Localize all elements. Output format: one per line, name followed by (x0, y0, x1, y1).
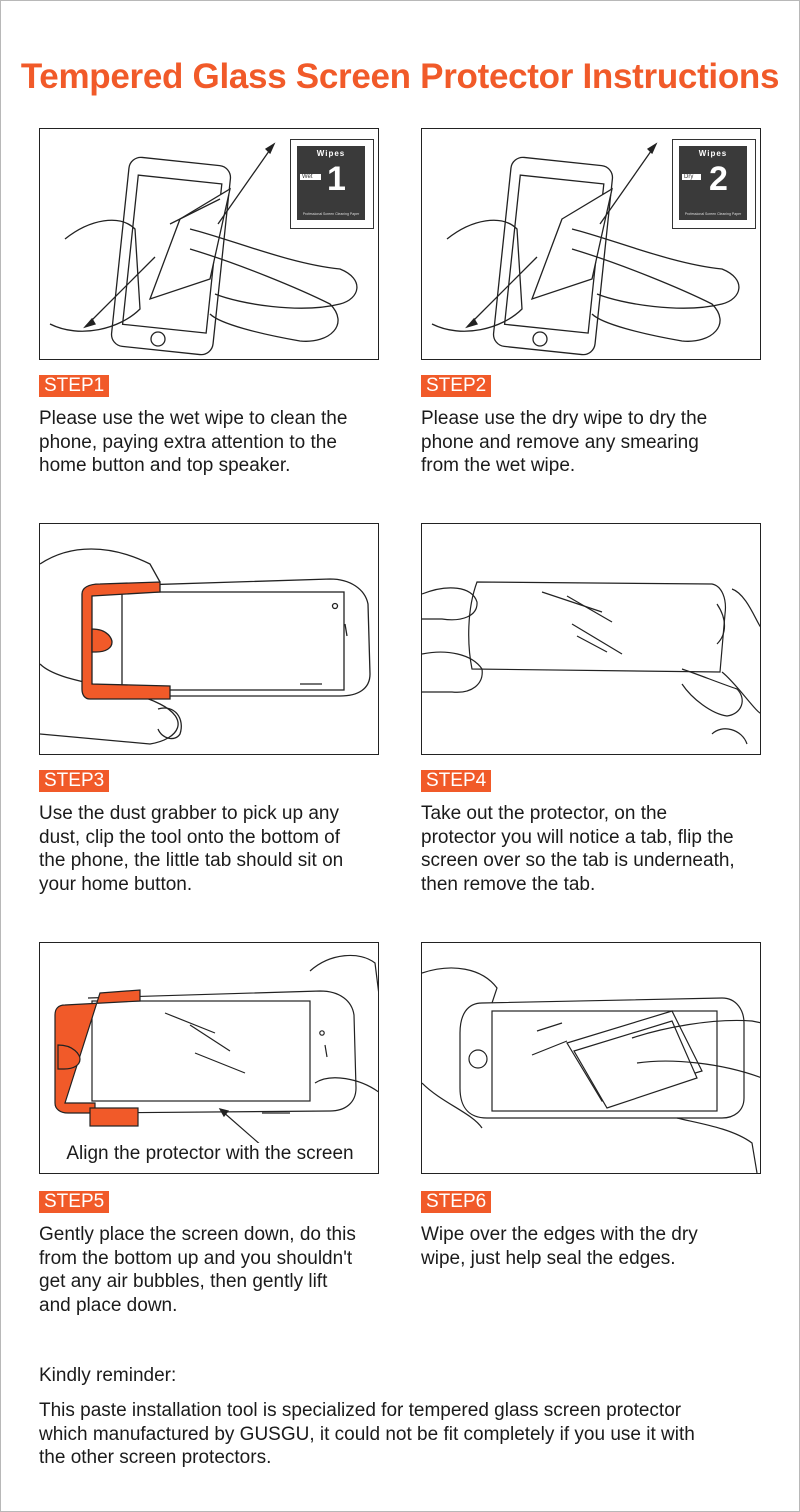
reminder-body: This paste installation tool is specialized for tempered glass screen protector which manufactured by GUSGU, it could not be fit completely if you use it with the other screen protectors. (39, 1400, 695, 1468)
step5-caption: Align the protector with the screen (40, 1143, 379, 1165)
step3-text: Use the dust grabber to pick up any dust, clip the tool onto the bottom of the phone, the little tab should sit on your home button. (39, 803, 344, 895)
step1-label: STEP1 (39, 375, 109, 397)
reminder-title: Kindly reminder: (39, 1365, 177, 1386)
step4-label: STEP4 (421, 770, 491, 792)
step4-text: Take out the protector, on the protector you will notice a tab, flip the screen over so the tab is underneath, then remove the tab. (421, 803, 735, 895)
step2-text: Please use the dry wipe to dry the phone and remove any smearing from the wet wipe. (421, 408, 708, 476)
step6-label: STEP6 (421, 1191, 491, 1213)
step2-label: STEP2 (421, 375, 491, 397)
step1-illustration (39, 128, 379, 360)
step6-illustration (421, 942, 761, 1174)
dry-wipe-package: Wipes Dry 2 Professional Screen Cleaning Paper (672, 139, 756, 229)
step6-text: Wipe over the edges with the dry wipe, just help seal the edges. (421, 1224, 698, 1269)
step3-illustration (39, 523, 379, 755)
step1-text: Please use the wet wipe to clean the phone, paying extra attention to the home button and top speaker. (39, 408, 348, 476)
step2-illustration (421, 128, 761, 360)
step5-illustration (39, 942, 379, 1174)
step5-label: STEP5 (39, 1191, 109, 1213)
page-title: Tempered Glass Screen Protector Instructions (20, 57, 780, 96)
step5-text: Gently place the screen down, do this from the bottom up and you shouldn't get any air bubbles, then gently lift and place down. (39, 1224, 356, 1316)
wet-wipe-package: Wipes Wet 1 Professional Screen Cleaning Paper (290, 139, 374, 229)
step3-label: STEP3 (39, 770, 109, 792)
step4-illustration (421, 523, 761, 755)
